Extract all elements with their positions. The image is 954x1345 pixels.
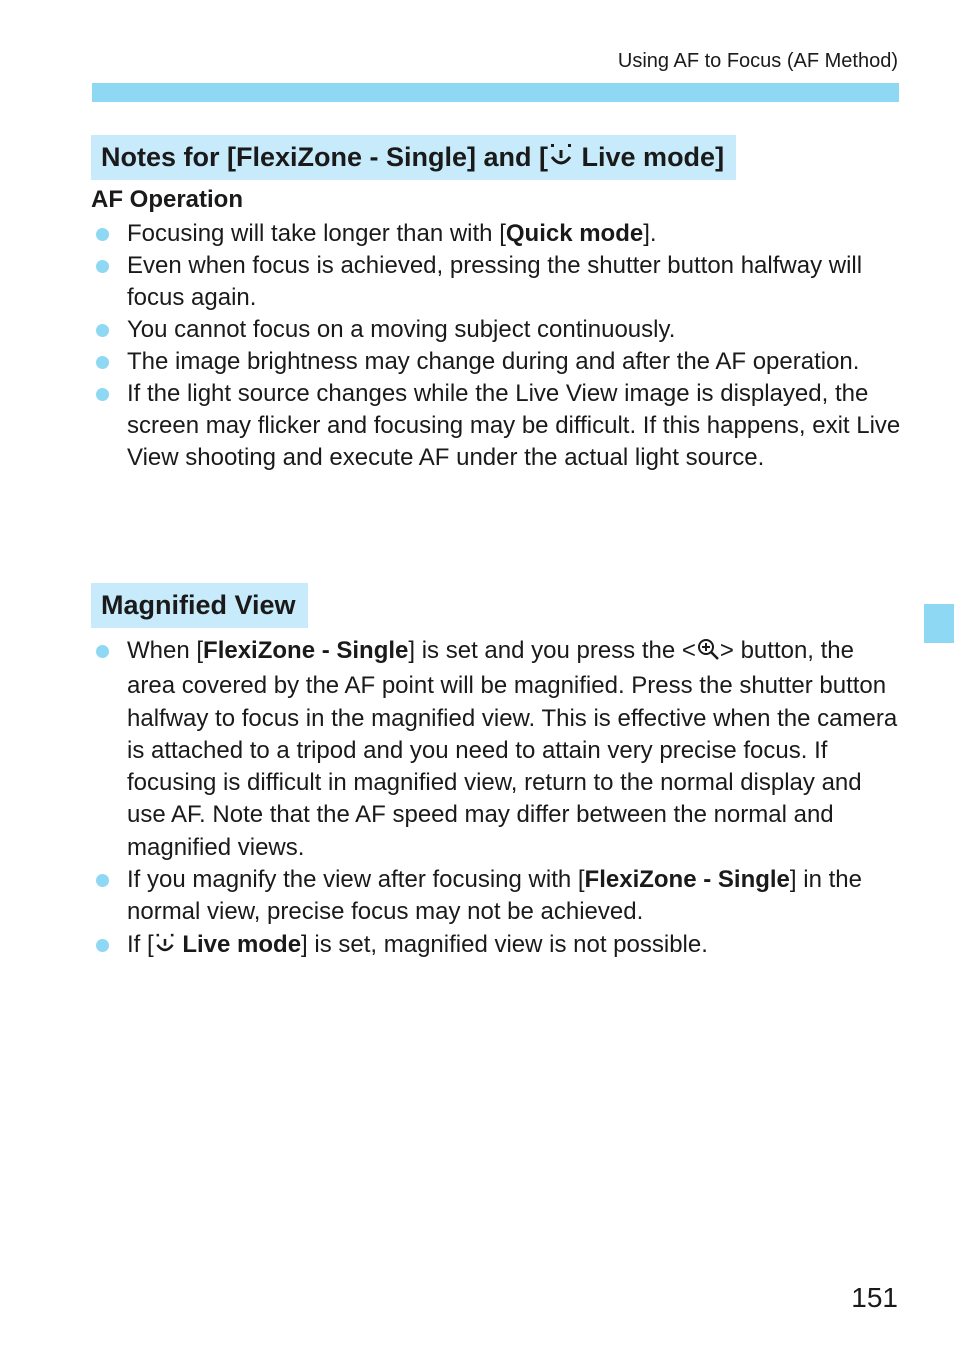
list-item	[91, 929, 901, 964]
bullet-icon	[96, 260, 109, 273]
item-text: If the light source changes while the Live View image is displayed, the screen may flicker and focusing may be difficult. If this happens, exit Live View shooting and execute AF under the actual light source.	[127, 380, 901, 471]
list-item	[91, 218, 901, 250]
item-text: You cannot focus on a moving subject continuously.	[127, 316, 676, 343]
notes-title-text-start: Notes for [FlexiZone - Single] and [	[101, 142, 549, 172]
list-item	[91, 346, 901, 378]
list-item	[91, 864, 901, 929]
magnify-icon	[696, 637, 720, 670]
item-bold-text: FlexiZone - Single	[584, 866, 790, 894]
item-text: > button, the area covered by the AF point will be magnified. Press the shutter button halfway to focus in the magnified view. This is effective when the camera is attached to a tripod and you need to attain very precise focus. If focusing is difficult in magnified view, return to the normal display and use AF. Note that the AF speed may differ between the normal and magnified views.	[127, 637, 898, 861]
item-text: ] in the normal view, precise focus may not be achieved.	[127, 866, 862, 926]
chapter-tab	[924, 604, 954, 643]
list-item	[91, 635, 901, 864]
list-item	[91, 314, 901, 346]
bullet-icon	[96, 324, 109, 337]
item-text: The image brightness may change during and after the AF operation.	[127, 348, 860, 375]
item-text: ] is set, magnified view is not possible.	[301, 930, 708, 958]
face-tracking-icon	[154, 932, 176, 964]
item-text: If [	[127, 930, 154, 958]
list-item	[91, 378, 901, 474]
bullet-icon	[96, 388, 109, 401]
item-text: ] is set and you press the <	[408, 637, 696, 664]
item-bold-text: FlexiZone - Single	[203, 637, 409, 664]
list-item	[91, 250, 901, 314]
af-operation-list	[91, 218, 901, 474]
bullet-icon	[96, 645, 109, 658]
item-text: When [	[127, 637, 204, 664]
magnified-view-title: Magnified View	[91, 583, 308, 628]
item-text: Even when focus is achieved, pressing the shutter button halfway will focus again.	[127, 252, 863, 311]
bullet-icon	[96, 939, 109, 952]
notes-title-text-end: Live mode]	[574, 142, 725, 172]
header-bar	[92, 83, 899, 102]
face-tracking-icon	[548, 138, 574, 183]
running-header: Using AF to Focus (AF Method)	[617, 50, 898, 72]
item-text: ].	[643, 220, 657, 247]
bullet-icon	[96, 874, 109, 887]
page-number: 151	[851, 1282, 898, 1313]
af-operation-heading: AF Operation	[91, 186, 244, 213]
notes-section-title	[91, 135, 736, 180]
magnified-view-list	[91, 635, 901, 964]
item-text: If you magnify the view after focusing with [	[127, 866, 585, 894]
item-text: Focusing will take longer than with [	[127, 220, 506, 247]
bullet-icon	[96, 228, 109, 241]
item-bold-text: Live mode	[175, 930, 302, 958]
bullet-icon	[96, 356, 109, 369]
item-bold-text: Quick mode	[505, 220, 644, 247]
